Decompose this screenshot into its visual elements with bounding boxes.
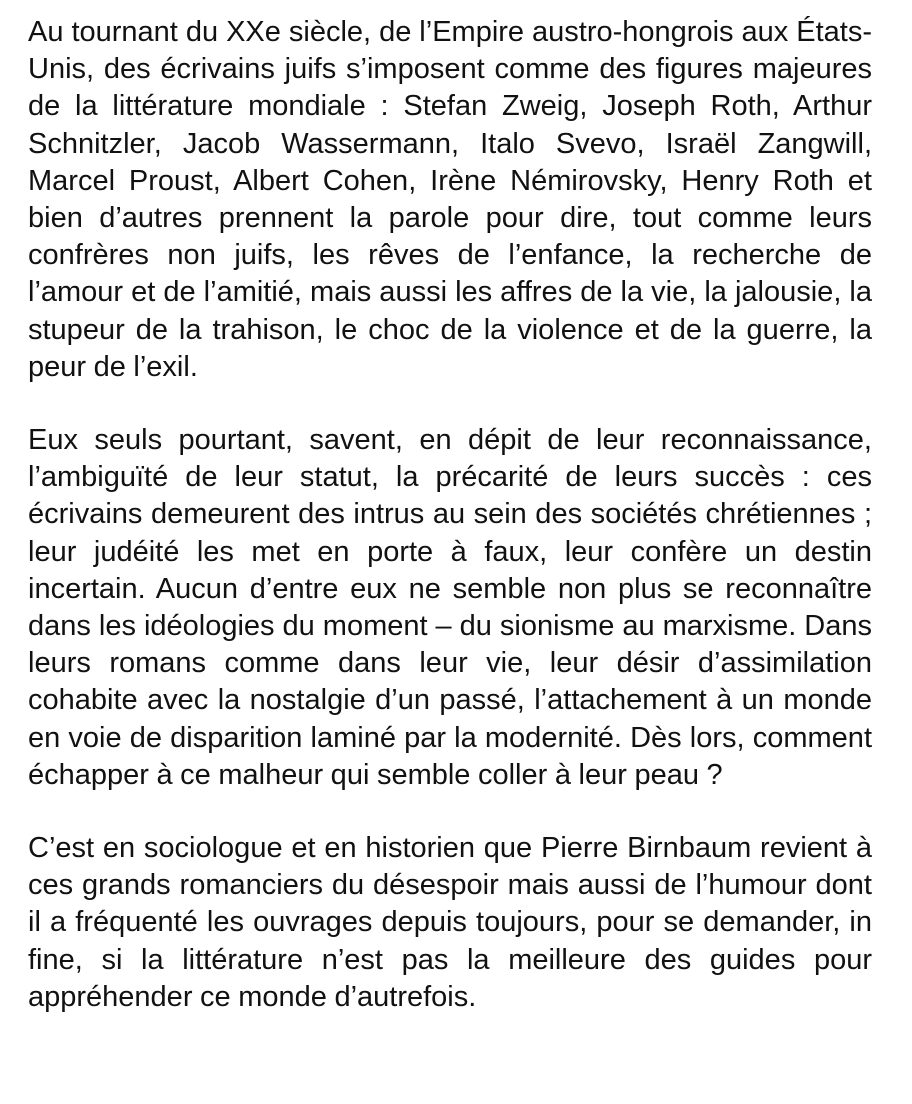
paragraph-author: C’est en sociologue et en historien que Pierre Birnbaum revient à ces grands romanciers du désespoir mais aussi de l’humour dont il a fréquenté les ouvrages depuis toujours, pour se demander, in fine, si la littérature n’est pas la meilleure des guides pour appréhender ce monde d’autrefois.: [28, 832, 872, 1013]
paragraph-intro: Au tournant du XXe siècle, de l’Empire austro-hongrois aux États-Unis, des écrivains juifs s’imposent comme des figures majeures de la littérature mondiale : Stefan Zweig, Joseph Roth, Arthur Schnitzler, Jacob Wassermann, Italo Svevo, Israël Zangwill, Marcel Proust, Albert Cohen, Irène Némirovsky, Henry Roth et bien d’autres prennent la parole pour dire, tout comme leurs confrères non juifs, les rêves de l’enfance, la recherche de l’amour et de l’amitié, mais aussi les affres de la vie, la jalousie, la stupeur de la trahison, le choc de la violence et de la guerre, la peur de l’exil.: [28, 16, 872, 383]
paragraph-ambiguity: Eux seuls pourtant, savent, en dépit de leur reconnaissance, l’ambiguïté de leur statut, la précarité de leurs succès : ces écrivains demeurent des intrus au sein des sociétés chrétiennes ; leur judéité les met en porte à faux, leur confère un destin incertain. Aucun d’entre eux ne semble non plus se reconnaître dans les idéologies du moment – du sionisme au marxisme. Dans leurs romans comme dans leur vie, leur désir d’assimilation cohabite avec la nostalgie d’un passé, l’attachement à un monde en voie de disparition laminé par la modernité. Dès lors, comment échapper à ce malheur qui semble coller à leur peau ?: [28, 424, 872, 791]
